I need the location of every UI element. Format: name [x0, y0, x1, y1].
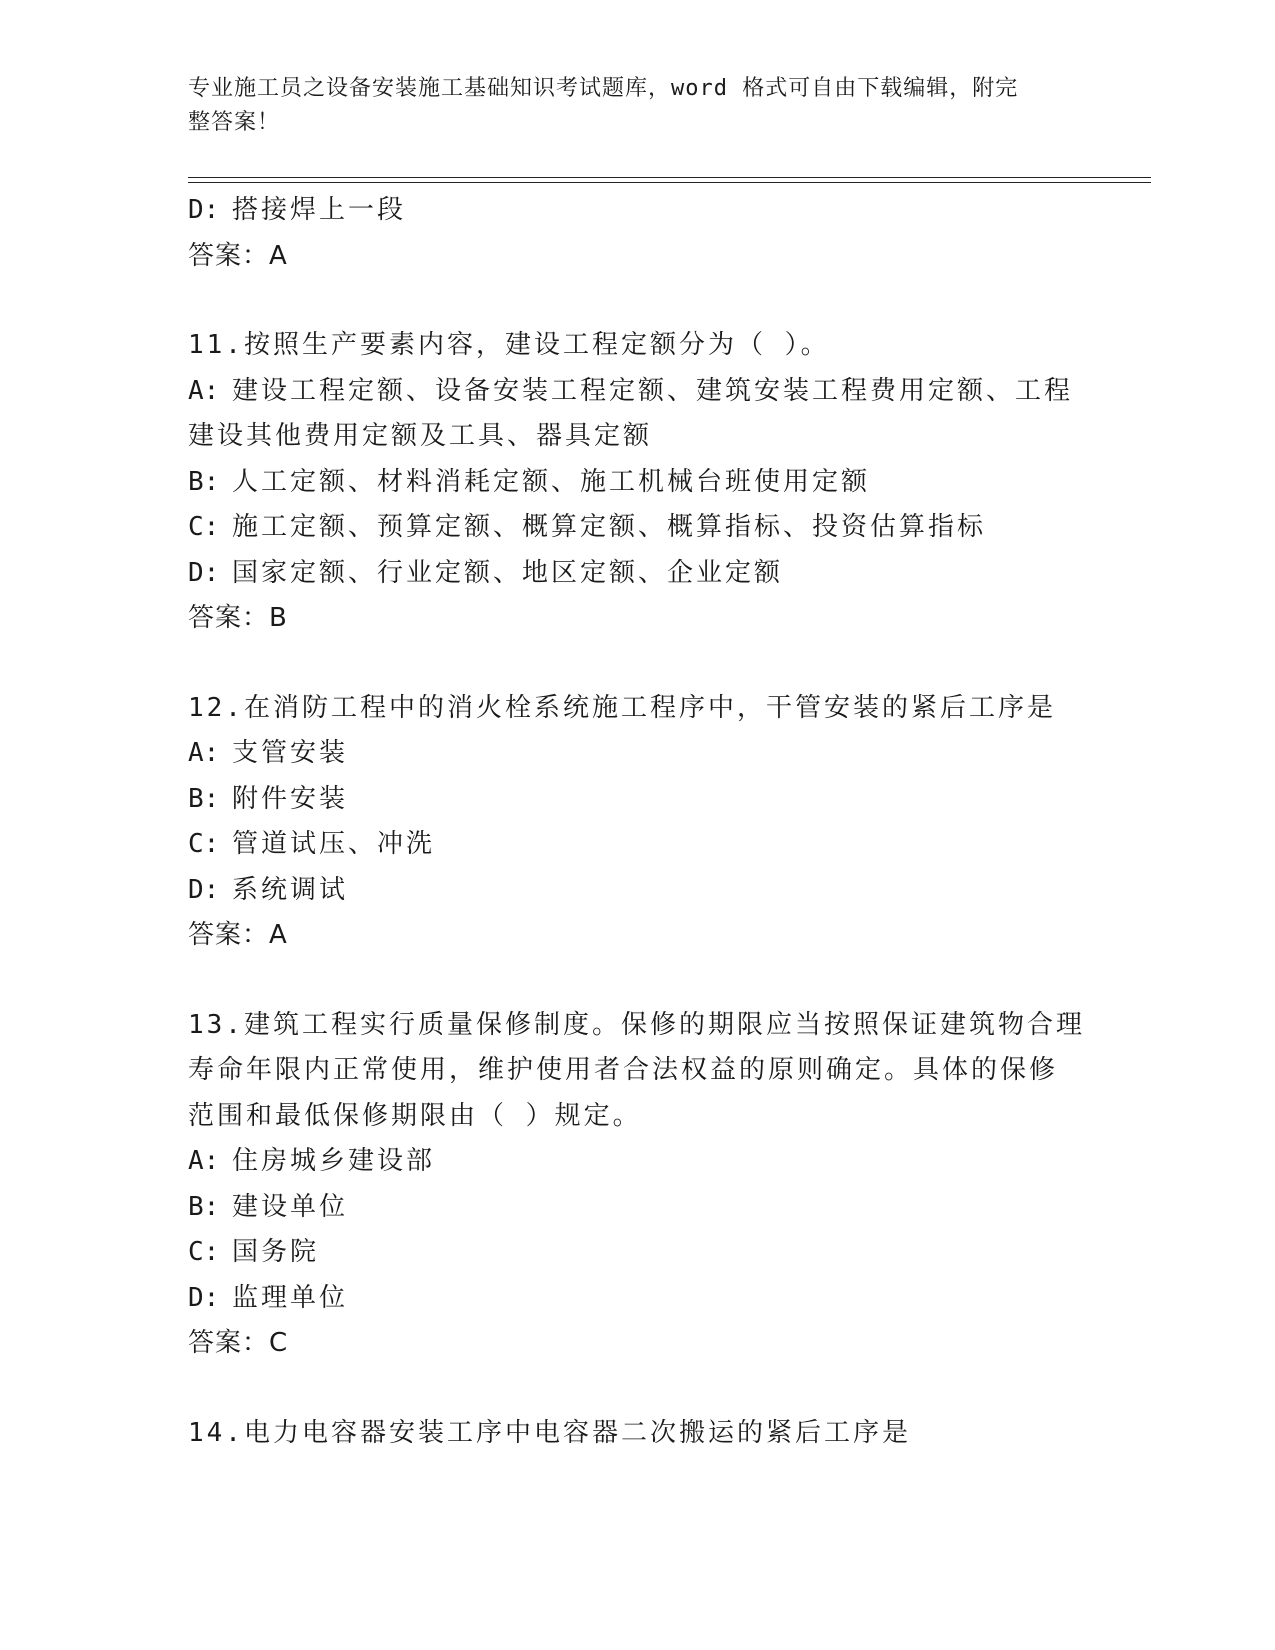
option-d: [188, 188, 1088, 234]
header-line-2: 整答案！: [188, 110, 281, 135]
option-key: D:: [188, 1282, 220, 1313]
option-c: [188, 1230, 1088, 1276]
question-14: [188, 1411, 1088, 1457]
spacer: [188, 279, 1088, 323]
answer-line: 答案：B: [188, 603, 288, 633]
option-text: 建设工程定额、设备安装工程定额、建筑安装工程费用定额、工程: [232, 375, 1074, 406]
option-text: 管道试压、冲洗: [232, 829, 436, 859]
option-text: 人工定额、材料消耗定额、施工机械台班使用定额: [232, 466, 871, 497]
answer-line: 答案：A: [188, 920, 288, 950]
header-line-1: 专业施工员之设备安装施工基础知识考试题库，word 格式可自由下载编辑，附完: [188, 76, 1019, 101]
option-key: C:: [188, 512, 220, 542]
question-text-continued: 寿命年限内正常使用，维护使用者合法权益的原则确定。具体的保修: [188, 1055, 1059, 1085]
option-text: 施工定额、预算定额、概算定额、概算指标、投资估算指标: [232, 512, 987, 542]
option-text: 支管安装: [232, 738, 349, 768]
option-text: 系统调试: [232, 874, 349, 905]
question-list: [188, 188, 1088, 1456]
option-key: B:: [188, 466, 220, 497]
option-a: [188, 369, 1088, 415]
option-key: A:: [188, 375, 220, 406]
option-key: D:: [188, 557, 220, 588]
option-text: 搭接焊上一段: [232, 195, 407, 225]
question-11: [188, 323, 1088, 642]
header-divider-top: [188, 177, 1151, 178]
option-text: 建设单位: [232, 1191, 349, 1222]
option-key: A:: [188, 1146, 220, 1176]
question-text: 14.电力电容器安装工序中电容器二次搬运的紧后工序是: [188, 1417, 911, 1448]
answer-line: 答案：C: [188, 1328, 289, 1358]
option-a-continued: 建设其他费用定额及工具、器具定额: [188, 421, 653, 451]
option-c: [188, 505, 1088, 551]
spacer: [188, 959, 1088, 1003]
option-key: C:: [188, 829, 220, 859]
question-13: [188, 1003, 1088, 1367]
answer-line: 答案：A: [188, 240, 288, 271]
question-12: [188, 686, 1088, 959]
option-text: 附件安装: [232, 783, 349, 814]
option-text: 监理单位: [232, 1282, 349, 1313]
option-a: [188, 1139, 1088, 1185]
option-key: C:: [188, 1237, 220, 1267]
header-divider-bottom: [188, 182, 1151, 183]
document-header: [188, 72, 1068, 140]
option-key: B:: [188, 783, 220, 814]
option-d: [188, 868, 1088, 914]
question-text: 12.在消防工程中的消火栓系统施工程序中，干管安装的紧后工序是: [188, 692, 1056, 723]
option-c: [188, 822, 1088, 868]
option-b: [188, 460, 1088, 506]
option-key: D:: [188, 874, 220, 905]
spacer: [188, 642, 1088, 686]
option-key: A:: [188, 738, 220, 768]
option-text: 住房城乡建设部: [232, 1146, 436, 1176]
spacer: [188, 1367, 1088, 1411]
question-text: 13.建筑工程实行质量保修制度。保修的期限应当按照保证建筑物合理: [188, 1009, 1085, 1040]
question-text-continued: 范围和最低保修期限由（ ）规定。: [188, 1100, 642, 1131]
option-a: [188, 731, 1088, 777]
question-text: 11.按照生产要素内容，建设工程定额分为（ ）。: [188, 330, 830, 360]
option-b: [188, 777, 1088, 823]
option-text: 国务院: [232, 1237, 320, 1267]
option-b: [188, 1185, 1088, 1231]
option-d: [188, 1276, 1088, 1322]
option-d: [188, 551, 1088, 597]
option-key: D:: [188, 195, 220, 225]
option-text: 国家定额、行业定额、地区定额、企业定额: [232, 557, 784, 588]
option-key: B:: [188, 1191, 220, 1222]
